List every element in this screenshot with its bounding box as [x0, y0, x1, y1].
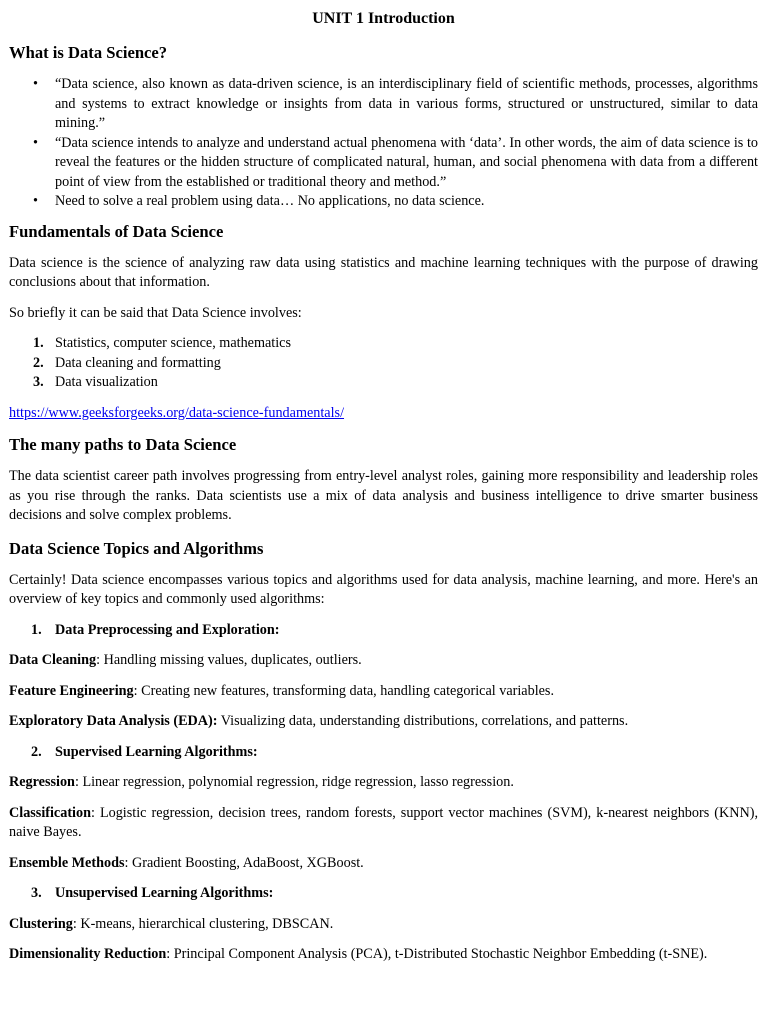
definition-item: Clustering: K-means, hierarchical clustering, DBSCAN.: [9, 915, 334, 932]
section-heading-many-paths: The many paths to Data Science: [9, 435, 237, 454]
bullet-item: • “Data science intends to analyze and understand actual phenomena with ‘data’. In other words, the aim of data science is to reveal the features or the hidden structure of complicated natural, human, and social phenomena with data from a different point of view from the established or traditional theory and method.”: [55, 134, 758, 193]
involves-paragraph: So briefly it can be said that Data Science involves:: [9, 304, 302, 321]
page-title: UNIT 1 Introduction: [312, 10, 455, 27]
topics-intro-paragraph: Certainly! Data science encompasses various topics and algorithms used for data analysis, machine learning, and more. Here's an overview of key topics and commonly used algorithms:: [9, 571, 758, 607]
definition-item: Feature Engineering: Creating new features, transforming data, handling categorical variables.: [9, 682, 554, 699]
section-heading-what-is-data-science: What is Data Science?: [9, 43, 168, 62]
definition-bullet-list: [9, 75, 758, 212]
definition-item: Exploratory Data Analysis (EDA): Visualizing data, understanding distributions, correlations, and patterns.: [9, 713, 629, 729]
involves-list: [9, 334, 758, 393]
career-path-paragraph: The data scientist career path involves progressing from entry-level analyst roles, gaining more responsibility and leadership roles as you rise through the ranks. Data scientists use a mix of data analysis and business intelligence to drive smarter business decisions and solve complex problems.: [9, 468, 758, 523]
bullet-item: • Need to solve a real problem using data… No applications, no data science.: [55, 192, 758, 212]
definition-item: Ensemble Methods: Gradient Boosting, AdaBoost, XGBoost.: [9, 854, 364, 871]
fundamentals-paragraph: Data science is the science of analyzing raw data using statistics and machine learning techniques with the purpose of drawing conclusions about that information.: [9, 254, 758, 290]
subsection-heading-preprocessing: 1. Data Preprocessing and Exploration:: [31, 621, 280, 638]
list-item: 3. Data visualization: [33, 374, 158, 390]
subsection-heading-unsupervised: 3. Unsupervised Learning Algorithms:: [31, 885, 274, 901]
definition-item: Classification: Logistic regression, decision trees, random forests, support vector machines (SVM), k-nearest neighbors (KNN), naive Bayes.: [9, 804, 758, 840]
definition-item: Dimensionality Reduction: Principal Component Analysis (PCA), t-Distributed Stochastic Neighbor Embedding (t-SNE).: [9, 946, 708, 962]
bullet-item: • “Data science, also known as data-driven science, is an interdisciplinary field of scientific methods, processes, algorithms and systems to extract knowledge or insights from data in various forms, structured or unstructured, similar to data mining.”: [55, 75, 758, 134]
subsection-heading-supervised: 2. Supervised Learning Algorithms:: [31, 743, 258, 760]
list-item: 2. Data cleaning and formatting: [33, 354, 221, 371]
definition-item: Data Cleaning: Handling missing values, duplicates, outliers.: [9, 652, 362, 668]
list-item: 1. Statistics, computer science, mathematics: [33, 335, 291, 351]
definition-item: Regression: Linear regression, polynomial regression, ridge regression, lasso regression.: [9, 774, 514, 790]
section-heading-fundamentals: Fundamentals of Data Science: [9, 221, 224, 241]
section-heading-topics-algorithms: Data Science Topics and Algorithms: [9, 538, 264, 558]
geeksforgeeks-link[interactable]: https://www.geeksforgeeks.org/data-science-fundamentals/: [9, 404, 345, 421]
